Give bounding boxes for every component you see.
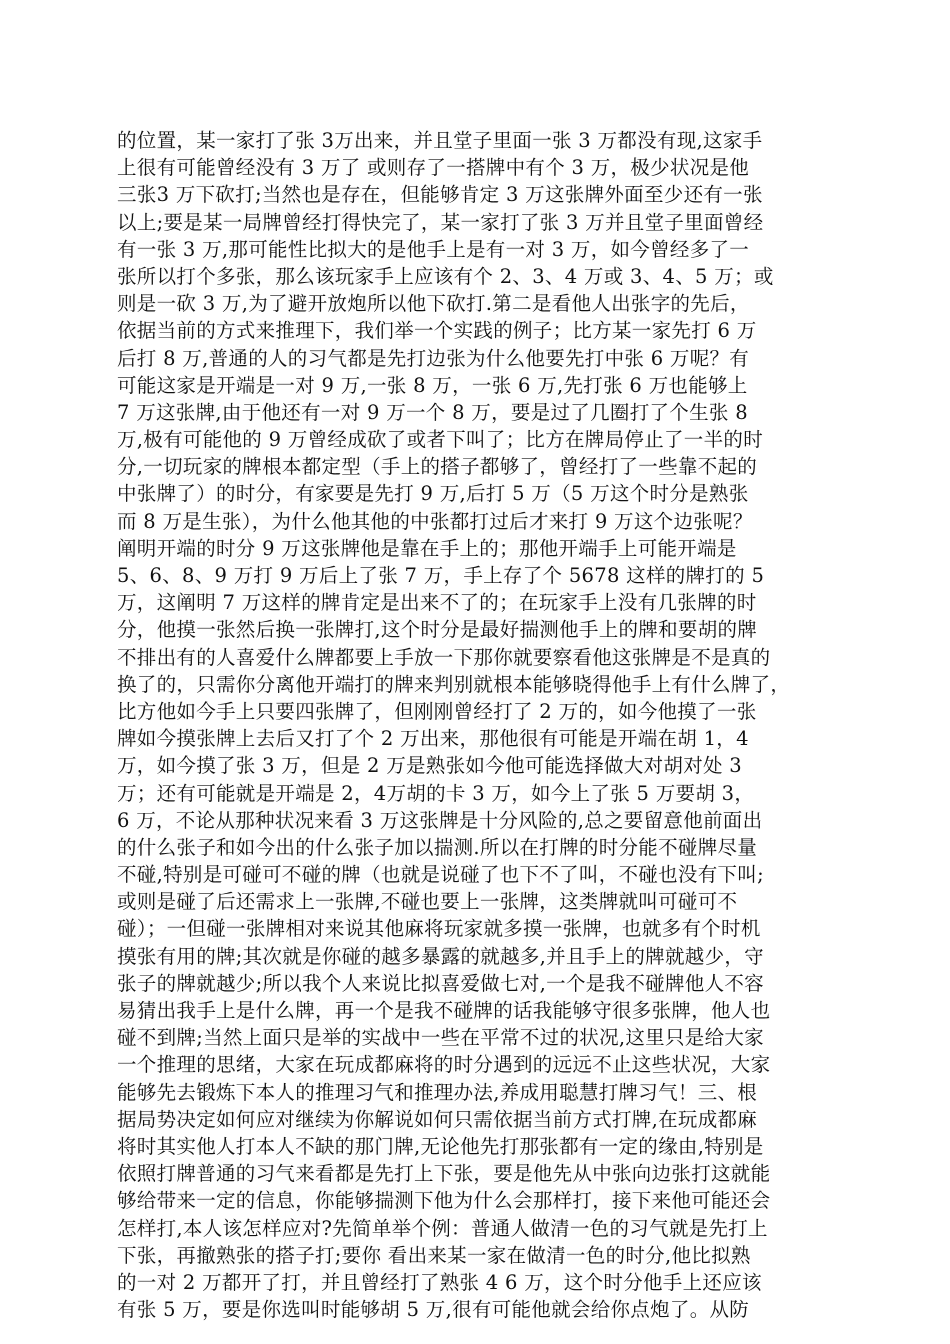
body-text — [117, 127, 867, 1323]
text-line: 能够先去锻炼下本人的推理习气和推理办法,养成用聪慧打牌习气！三、根 — [117, 1080, 758, 1104]
text-line: 则是一砍 3 万,为了避开放炮所以他下砍打.第二是看他人出张字的先后， — [117, 292, 750, 316]
text-line: 以上;要是某一局牌曾经打得快完了，某一家打了张 3 万并且堂子里面曾经 — [117, 210, 764, 234]
text-line: 不排出有的人喜爱什么牌都要上手放一下那你就要察看他这张牌是不是真的 — [117, 645, 771, 669]
text-line: 而 8 万是生张），为什么他其他的中张都打过后才来打 9 万这个边张呢？ — [117, 509, 753, 533]
text-line: 5、6、8、9 万打 9 万后上了张 7 万，手上存了个 5678 这样的牌打的 5 — [117, 564, 765, 587]
text-line: 7 万这张牌,由于他还有一对 9 万一个 8 万，要是过了几圈打了个生张 8 — [117, 400, 748, 424]
text-line: 后打 8 万,普通的人的习气都是先打边张为什么他要先打中张 6 万呢？有 — [117, 346, 750, 370]
text-line: 的位置，某一家打了张 3万出来，并且堂子里面一张 3 万都没有现,这家手 — [117, 129, 763, 152]
text-line: 万，如今摸了张 3 万，但是 2 万是熟张如今他可能选择做大对胡对处 3 — [117, 754, 743, 778]
text-line: 分,一切玩家的牌根本都定型（手上的搭子都够了，曾经打了一些靠不起的 — [117, 455, 758, 479]
text-line: 碰）；一但碰一张牌相对来说其他麻将玩家就多摸一张牌，也就多有个时机 — [117, 917, 761, 941]
text-line: 万，这阐明 7 万这样的牌肯定是出来不了的；在玩家手上没有几张牌的时 — [117, 591, 757, 615]
text-line: 怎样打,本人该怎样应对?先简单举个例：普通人做清一色的习气就是先打上 — [117, 1216, 768, 1240]
text-line: 有一张 3 万,那可能性比拟大的是他手上是有一对 3 万，如今曾经多了一 — [117, 237, 750, 261]
text-line: 换了的，只需你分离他开端打的牌来判别就根本能够晓得他手上有什么牌了， — [117, 672, 791, 696]
text-line: 将时其实他人打本人不缺的那门牌,无论他先打那张都有一定的缘由,特别是 — [117, 1134, 764, 1158]
text-line: 张所以打个多张，那么该玩家手上应该有个 2、3、4 万或 3、4、5 万；或 — [117, 264, 774, 288]
text-line: 的一对 2 万都开了打，并且曾经打了熟张 4 6 万，这个时分他手上还应该 — [117, 1270, 762, 1294]
text-line: 下张，再撤熟张的搭子打;要你 看出来某一家在做清一色的时分,他比拟熟 — [117, 1243, 751, 1267]
text-line: 分，他摸一张然后换一张牌打,这个时分是最好揣测他手上的牌和要胡的牌 — [117, 618, 758, 642]
text-line: 依据当前的方式来推理下，我们举一个实践的例子；比方某一家先打 6 万 — [117, 319, 757, 343]
text-line: 碰不到牌;当然上面只是举的实战中一些在平常不过的状况,这里只是给大家 — [117, 1026, 764, 1050]
text-line: 够给带来一定的信息，你能够揣测下他为什么会那样打，接下来他可能还会 — [117, 1189, 771, 1213]
text-line: 阐明开端的时分 9 万这张牌他是靠在手上的；那他开端手上可能开端是 — [117, 536, 737, 560]
text-line: 易猜出我手上是什么牌，再一个是我不碰牌的话我能够守很多张牌，他人也 — [117, 999, 771, 1022]
text-line: 张子的牌就越少;所以我个人来说比拟喜爱做七对,一个是我不碰牌他人不容 — [117, 971, 764, 995]
text-line: 依照打牌普通的习气来看都是先打上下张，要是他先从中张向边张打这就能 — [117, 1162, 771, 1186]
text-line: 上很有可能曾经没有 3 万了 或则存了一搭牌中有个 3 万，极少状况是他 — [117, 156, 750, 180]
text-line: 6 万，不论从那种状况来看 3 万这张牌是十分风险的,总之要留意他前面出 — [117, 808, 763, 832]
text-line: 万,极有可能他的 9 万曾经成砍了或者下叫了；比方在牌局停止了一半的时 — [117, 428, 764, 452]
text-line: 据局势决定如何应对继续为你解说如何只需依据当前方式打牌,在玩成都麻 — [117, 1107, 758, 1131]
text-line: 牌如今摸张牌上去后又打了个 2 万出来，那他很有可能是开端在胡 1，4 — [117, 727, 749, 751]
text-line: 或则是碰了后还需求上一张牌,不碰也要上一张牌，这类牌就叫可碰可不 — [117, 890, 738, 914]
text-line: 可能这家是开端是一对 9 万,一张 8 万，一张 6 万,先打张 6 万也能够上 — [117, 373, 748, 397]
text-line: 三张3 万下砍打;当然也是存在，但能够肯定 3 万这张牌外面至少还有一张 — [117, 183, 763, 207]
text-line: 有张 5 万，要是你选叫时能够胡 5 万,很有可能他就会给你点炮了。从防 — [117, 1298, 750, 1322]
text-line: 不碰,特别是可碰可不碰的牌（也就是说碰了也下不了叫，不碰也没有下叫; — [117, 863, 764, 887]
text-line: 摸张有用的牌;其次就是你碰的越多暴露的就越多,并且手上的牌就越少，守 — [117, 944, 764, 968]
text-line: 的什么张子和如今出的什么张子加以揣测.所以在打牌的时分能不碰牌尽量 — [117, 835, 758, 859]
text-line: 万；还有可能就是开端是 2，4万胡的卡 3 万，如今上了张 5 万要胡 3， — [117, 781, 755, 805]
text-line: 一个推理的思绪，大家在玩成都麻将的时分遇到的远远不止这些状况，大家 — [117, 1053, 771, 1077]
text-line: 中张牌了）的时分，有家要是先打 9 万,后打 5 万（5 万这个时分是熟张 — [117, 482, 749, 506]
text-line: 比方他如今手上只要四张牌了，但刚刚曾经打了 2 万的，如今他摸了一张 — [117, 699, 757, 723]
